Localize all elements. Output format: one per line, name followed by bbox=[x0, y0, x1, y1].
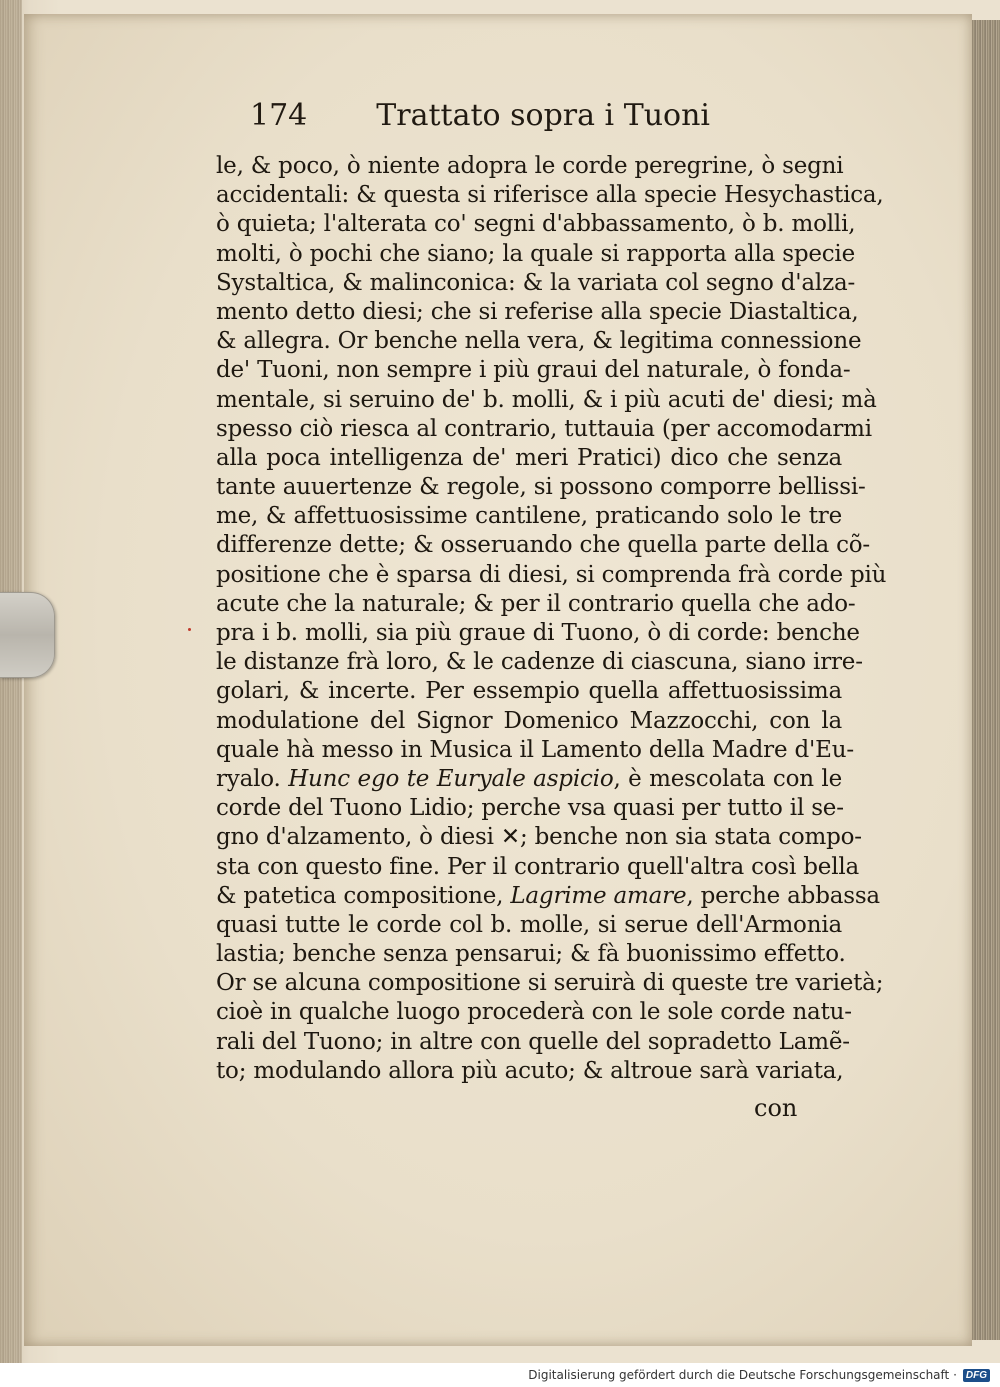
text-line: ò quieta; l'alterata co' segni d'abbassamento, ò b. molli, bbox=[216, 211, 856, 238]
text-line: pra i b. molli, sia più graue di Tuono, ò di corde: benche bbox=[216, 620, 860, 646]
text-line: acute che la naturale; & per il contrario quella che ado- bbox=[216, 590, 856, 617]
text-line: quale hà messo in Musica il Lamento della Madre d'Eu- bbox=[216, 736, 854, 763]
digitization-credit: Digitalisierung gefördert durch die Deutsche Forschungsgemeinschaft · bbox=[528, 1368, 957, 1382]
text-line: accidentali: & questa si riferisce alla specie Hesychastica, bbox=[216, 182, 884, 209]
text-line: Or se alcuna compositione si seruirà di queste tre varietà; bbox=[216, 970, 884, 997]
page-stack-edge bbox=[972, 20, 1000, 1340]
text-line: differenze dette; & osseruando che quella parte della cõ- bbox=[216, 532, 870, 559]
text-line: le distanze frà loro, & le cadenze di ciascuna, siano irre- bbox=[216, 649, 863, 676]
text-line: Systaltica, & malinconica: & la variata col segno d'alza- bbox=[216, 269, 856, 296]
text-line: golari, & incerte. Per essempio quella affettuosissima bbox=[216, 678, 842, 705]
text-line: ryalo. Hunc ego te Euryale aspicio, è mescolata con le bbox=[216, 765, 842, 792]
book-binding-edge bbox=[0, 0, 22, 1387]
text-line: mento detto diesi; che si referise alla specie Diastaltica, bbox=[216, 298, 859, 325]
text-line: positione che è sparsa di diesi, si comprenda frà corde più bbox=[216, 561, 887, 588]
text-line: to; modulando allora più acuto; & altroue sarà variata, bbox=[216, 1057, 844, 1084]
text-line: tante auuertenze & regole, si possono comporre bellissi- bbox=[216, 474, 866, 501]
text-line: quasi tutte le corde col b. molle, si serue dell'Armonia bbox=[216, 911, 842, 938]
digitization-credit-bar bbox=[0, 1363, 1000, 1387]
text-line: & patetica compositione, Lagrime amare, perche abbassa bbox=[216, 882, 880, 909]
text-line: lastia; benche senza pensarui; & fà buonissimo effetto. bbox=[216, 941, 846, 968]
text-line: gno d'alzamento, ò diesi ✕; benche non sia stata compo- bbox=[216, 824, 862, 851]
running-head bbox=[250, 98, 710, 138]
text-line: modulatione del Signor Domenico Mazzocchi, con la bbox=[216, 707, 842, 734]
italic-title: Lagrime amare bbox=[510, 882, 687, 909]
text-line: & allegra. Or benche nella vera, & legitima connessione bbox=[216, 328, 862, 355]
red-speck bbox=[188, 628, 191, 631]
catchword: con bbox=[754, 1094, 798, 1122]
running-title: Trattato sopra i Tuoni bbox=[376, 98, 710, 133]
body-text bbox=[216, 152, 887, 1086]
text-line: de' Tuoni, non sempre i più graui del naturale, ò fonda- bbox=[216, 357, 851, 384]
text-line: spesso ciò riesca al contrario, tuttauia (per accomodarmi bbox=[216, 415, 872, 442]
text-line: rali del Tuono; in altre con quelle del sopradetto Lamẽ- bbox=[216, 1028, 850, 1055]
text-line: le, & poco, ò niente adopra le corde peregrine, ò segni bbox=[216, 153, 844, 179]
italic-title: Hunc ego te Euryale aspicio bbox=[288, 765, 614, 792]
text-line: alla poca intelligenza de' meri Pratici) dico che senza bbox=[216, 444, 842, 471]
dfg-logo-icon: DFG bbox=[963, 1369, 990, 1382]
text-line: molti, ò pochi che siano; la quale si rapporta alla specie bbox=[216, 240, 856, 267]
text-line: cioè in qualche luogo procederà con le sole corde natu- bbox=[216, 999, 852, 1026]
page-clip bbox=[0, 592, 55, 678]
text-line: me, & affettuosissime cantilene, praticando solo le tre bbox=[216, 503, 842, 530]
page-number: 174 bbox=[250, 98, 308, 133]
text-line: sta con questo fine. Per il contrario quell'altra così bella bbox=[216, 853, 860, 880]
text-line: mentale, si seruino de' b. molli, & i più acuti de' diesi; mà bbox=[216, 386, 877, 413]
text-line: corde del Tuono Lidio; perche vsa quasi per tutto il se- bbox=[216, 795, 844, 822]
